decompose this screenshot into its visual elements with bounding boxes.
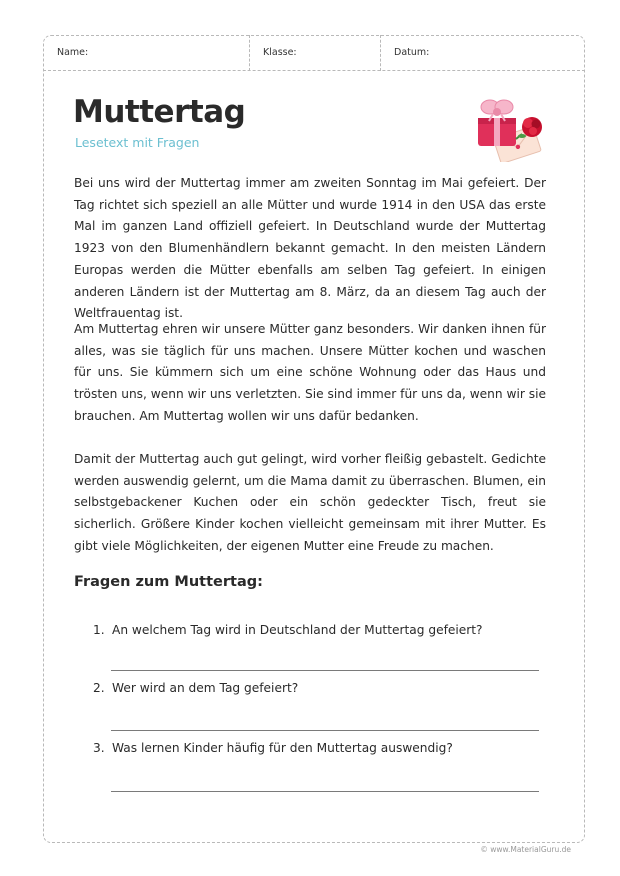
question-2 [93,681,298,695]
class-label: Klasse: [263,47,297,58]
question-number: 2. [93,681,105,695]
questions-heading: Fragen zum Muttertag: [74,574,263,590]
paragraph-2: Am Muttertag ehren wir unsere Mütter ganz besonders. Wir danken ihnen für alles, was sie täglich für uns machen. Unsere Mütter kochen und waschen für uns. Sie kümmern sich um eine schöne Wohnung oder das Haus und trösten uns, wenn wir uns verletzten. Sie sind immer für uns da, wenn wir sie brauchen. Am Muttertag wollen wir uns dafür bedanken. [74,322,546,423]
header-divider [249,35,250,71]
gift-box-with-flower-icon [462,92,558,162]
question-3 [93,741,453,755]
paragraph-1: Bei uns wird der Muttertag immer am zweiten Sonntag im Mai gefeiert. Der Tag richtet sich speziell an alle Mütter und wurde 1914 in den USA das erste Mal im ganzen Land offiziell gefeiert. In Deutschland wurde der Muttertag 1923 von den Blumenhändlern bekannt gemacht. In den meisten Ländern Europas werden die Mütter ebenfalls am selben Tag gefeiert. In einigen anderen Ländern ist der Muttertag am 8. März, da an diesem Tag auch der Weltfrauentag ist. [74,176,546,321]
name-label: Name: [57,47,89,58]
question-number: 1. [93,623,105,637]
question-text: An welchem Tag wird in Deutschland der Muttertag gefeiert? [112,623,483,637]
answer-line-1[interactable] [111,670,539,671]
header-divider [380,35,381,71]
paragraph-3: Damit der Muttertag auch gut gelingt, wird vorher fleißig gebastelt. Gedichte werden auswendig gelernt, um die Mama damit zu überraschen. Blumen, ein selbstgebackener Kuchen oder ein schön gedeckter Tisch, freut sie sicherlich. Größere Kinder kochen vielleicht gemeinsam mit ihrer Mutter. Es gibt viele Möglichkeiten, der eigenen Mutter eine Freude zu machen. [74,452,546,553]
header-fields [43,35,585,71]
answer-line-2[interactable] [111,730,539,731]
page-subtitle: Lesetext mit Fragen [75,135,200,150]
question-text: Wer wird an dem Tag gefeiert? [112,681,299,695]
copyright-footer: © www.MaterialGuru.de [480,845,571,854]
date-label: Datum: [394,47,430,58]
question-1 [93,623,483,637]
question-number: 3. [93,741,105,755]
page-title: Muttertag [73,94,246,130]
answer-line-3[interactable] [111,791,539,792]
question-text: Was lernen Kinder häufig für den Muttertag auswendig? [112,741,453,755]
